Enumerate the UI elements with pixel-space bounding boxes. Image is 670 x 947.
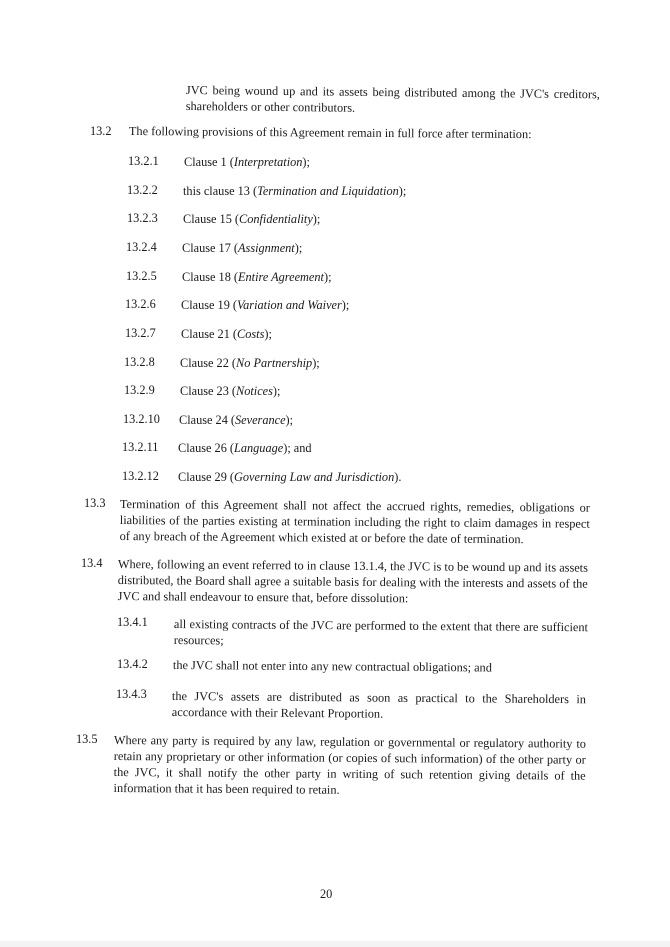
- list-item-number: 13.4.2: [117, 657, 148, 671]
- list-item-tail: );: [398, 184, 407, 198]
- clause-13-4-number: 13.4: [81, 556, 103, 570]
- list-item-italic: Severance: [235, 413, 286, 427]
- list-item-tail: );: [323, 270, 332, 284]
- list-item-text: the JVC's assets are distributed as soon as practical to the Shareholders in accordance with their Relevant Proportion.: [171, 688, 586, 721]
- list-item-number: 13.2.10: [123, 412, 160, 426]
- list-item-number: 13.2.7: [125, 326, 156, 340]
- list-item-number: 13.2.9: [124, 383, 155, 397]
- clause-13-3-text: Termination of this Agreement shall not affect the accrued rights, remedies, obligations or liabilities of the parties existing at termination including the right to claim damages in respect of any breach of the Agreement which existed at or before the date of termination.: [119, 496, 590, 547]
- list-item-text: this clause 13 (: [183, 184, 258, 198]
- list-item-tail: );: [312, 212, 321, 226]
- list-item-tail: );: [294, 241, 303, 255]
- list-item-italic: Confidentiality: [239, 212, 313, 226]
- clause-13-2-intro: The following provisions of this Agreement remain in full force after termination:: [128, 123, 532, 142]
- list-item-number: 13.2.6: [125, 297, 156, 311]
- list-item-tail: );: [264, 327, 272, 341]
- list-item-italic: Variation and Waiver: [237, 298, 342, 312]
- list-item-number: 13.2.1: [128, 154, 159, 168]
- list-item-text: Clause 18 (: [182, 270, 239, 284]
- list-item-italic: No Partnership: [236, 356, 313, 370]
- list-item-text: Clause 29 (: [178, 470, 235, 484]
- clause-13-5-number: 13.5: [76, 732, 98, 746]
- list-item-tail: );: [272, 384, 281, 398]
- list-item-italic: Notices: [236, 384, 273, 398]
- list-item-italic: Entire Agreement: [238, 270, 324, 284]
- scan-edge: [0, 941, 670, 947]
- list-item-number: 13.4.3: [116, 687, 147, 701]
- list-item-text: the JVC shall not enter into any new contractual obligations; and: [172, 657, 492, 675]
- page-number: 20: [320, 887, 333, 901]
- list-item-text: Clause 15 (: [183, 212, 240, 226]
- list-item-text: all existing contracts of the JVC are performed to the extent that there are sufficient resources;: [173, 616, 588, 648]
- list-item-number: 13.2.11: [122, 440, 159, 454]
- list-item-italic: Termination and Liquidation: [257, 184, 399, 198]
- list-item-number: 13.2.12: [122, 469, 159, 483]
- list-item-tail: ).: [394, 470, 402, 484]
- list-item-number: 13.2.2: [127, 183, 158, 197]
- list-item-italic: Language: [234, 441, 284, 455]
- list-item-italic: Assignment: [238, 241, 295, 255]
- list-item-tail: );: [285, 413, 294, 427]
- list-item-italic: Interpretation: [233, 155, 303, 169]
- list-item-number: 13.4.1: [117, 615, 148, 629]
- clause-13-2-number: 13.2: [90, 124, 112, 138]
- continuation-paragraph: JVC being wound up and its assets being distributed among the JVC's creditors, shareholders or other contributors.: [185, 82, 600, 115]
- list-item-tail: );: [312, 356, 320, 370]
- list-item-italic: Governing Law and Jurisdiction: [234, 470, 395, 484]
- list-item-number: 13.2.5: [126, 269, 157, 283]
- list-item-number: 13.2.4: [126, 240, 157, 254]
- clause-13-4-text: Where, following an event referred to in clause 13.1.4, the JVC is to be wound up and its assets distributed, the Board shall agree a suitable basis for dealing with the interests and assets of the JVC and shall endeavour to ensure that, before dissolution:: [117, 556, 588, 606]
- list-item-tail: ); and: [283, 441, 312, 455]
- list-item-text: Clause 22 (: [180, 356, 237, 370]
- list-item-italic: Costs: [237, 327, 265, 341]
- list-item-text: Clause 17 (: [182, 241, 239, 255]
- list-item-number: 13.2.8: [124, 355, 155, 369]
- list-item-text: Clause 23 (: [180, 384, 237, 398]
- list-item-number: 13.2.3: [127, 211, 158, 225]
- list-item-text: Clause 21 (: [181, 327, 238, 341]
- clause-13-3-number: 13.3: [84, 496, 106, 510]
- list-item-text: Clause 26 (: [178, 441, 235, 455]
- clause-13-5-text: Where any party is required by any law, regulation or governmental or regulatory authority to retain any proprietary or other information (or copies of such information) of the other party or the JVC, it shall notify the other party in writing of such retention giving details of the information that it has been required to retain.: [113, 732, 586, 797]
- list-item-text: Clause 1 (: [184, 155, 234, 169]
- list-item-text: Clause 24 (: [179, 413, 236, 427]
- list-item-text: Clause 19 (: [181, 298, 238, 312]
- list-item-tail: );: [341, 298, 350, 312]
- list-item-tail: );: [302, 155, 310, 169]
